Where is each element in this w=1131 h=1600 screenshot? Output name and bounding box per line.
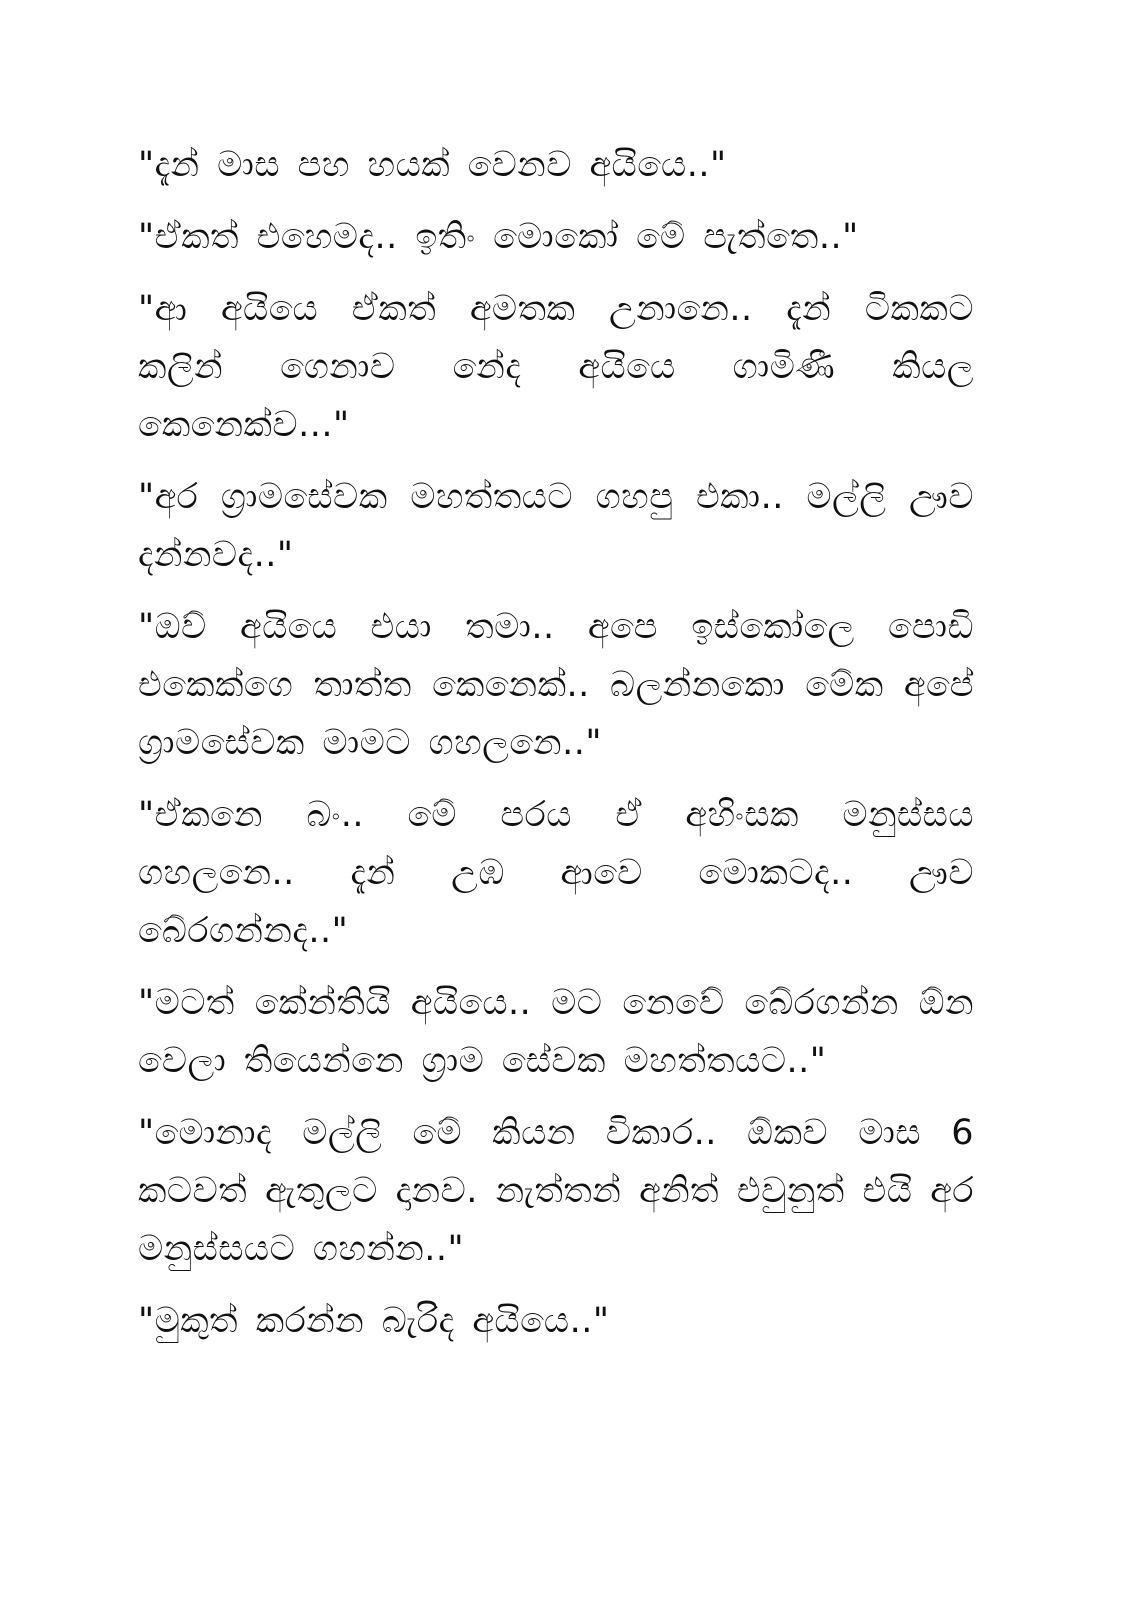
dialogue-paragraph: "ආ අයියෙ ඒකත් අමතක උනානෙ.. දැන් ටිකකට කලින් ගෙනාව නේද අයියෙ ගාමිණී කියල කෙනෙක්ව..." <box>138 289 974 445</box>
dialogue-paragraph: "මුකුත් කරන්න බැරිද අයියෙ.." <box>138 1301 610 1341</box>
story-text <box>138 136 974 1364</box>
dialogue-paragraph: "ඔව් අයියෙ එයා තමා.. අපෙ ඉස්කෝලෙ පොඩි එකෙක්ගෙ තාත්ත කෙනෙක්.. බලන්නකො මේක අපේ ග්‍රාමසේවක මාමට ගහලනෙ.." <box>138 607 974 763</box>
dialogue-paragraph: "මොනාද මල්ලි මේ කියන විකාර.. ඕකව මාස 6 කටවත් ඇතුලට දානව. නැත්තන් අනිත් එවුනුත් එයි අර මනුස්සයට ගහන්න.." <box>138 1113 974 1269</box>
dialogue-paragraph: "ඒකත් එහෙමද.. ඉතිං මොකෝ මේ පැත්තෙ.." <box>138 217 859 257</box>
dialogue-paragraph: "මටත් කේන්තියි අයියෙ.. මට නෙවේ බේරගන්න ඕන වෙලා තියෙන්නෙ ග්‍රාම සේවක මහත්තයට.." <box>138 983 974 1081</box>
dialogue-paragraph: "ඒකනෙ බං.. මේ පරය ඒ අහිංසක මනුස්සය ගහලනෙ.. දැන් උඹ ආවෙ මොකටද.. ඌව බේරගන්නද.." <box>138 795 974 951</box>
dialogue-paragraph: "අර ග්‍රාමසේවක මහත්තයට ගහපු එකා.. මල්ලි ඌව දන්නවද.." <box>138 477 974 575</box>
dialogue-paragraph: "දැන් මාස පහ හයක් වෙනව අයියෙ.." <box>138 145 727 185</box>
